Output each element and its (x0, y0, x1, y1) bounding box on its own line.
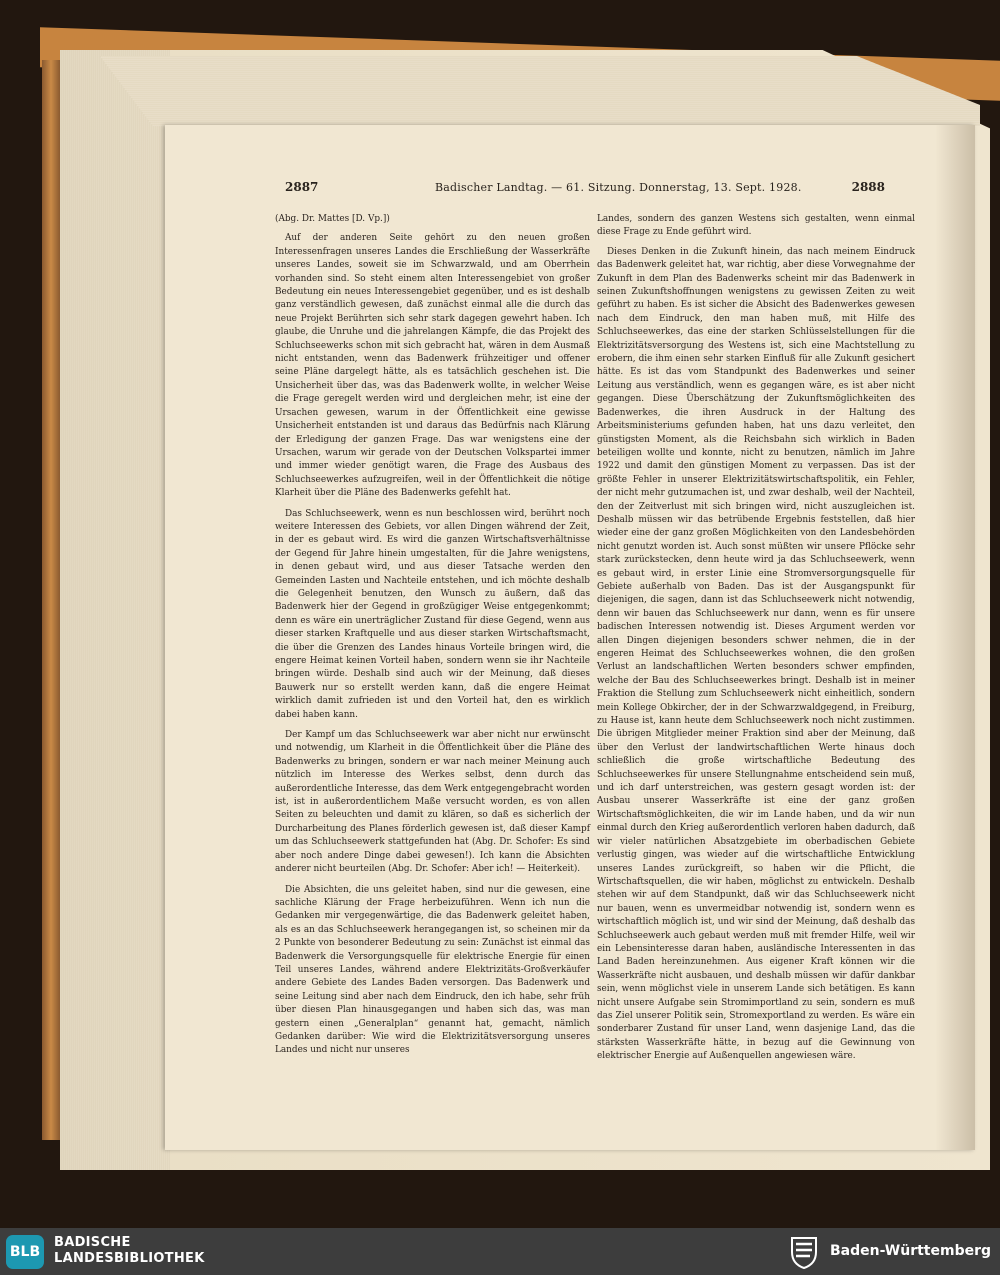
blb-logo[interactable]: BLB (6, 1235, 44, 1269)
right-page-number: 2888 (851, 180, 885, 194)
right-text-column (597, 213, 915, 1071)
running-head-title: Badischer Landtag. — 61. Sitzung. Donnerstag, 13. Sept. 1928. (435, 181, 802, 194)
page-edges-top (100, 56, 980, 126)
library-name-line2: LANDESBIBLIOTHEK (54, 1251, 205, 1266)
left-page-number: 2887 (285, 180, 319, 194)
running-head (165, 180, 975, 200)
page-curve-shadow (935, 125, 975, 1150)
lions-coat-of-arms-icon (788, 1234, 820, 1270)
paragraph: Der Kampf um das Schluchseewerk war aber nicht nur erwünscht und notwendig, um Klarheit in die Öffentlichkeit über die Pläne des Badenwerks zu bringen, sondern er war nach meiner Meinung auch nützlich im Interesse des Werkes selbst, denn durch das außerordentliche Interesse, das dem Werk entgegengebracht worden ist, ist in außerordentlichem Maße versucht worden, es von allen Seiten zu beleuchten und damit zu klären, so daß es sicherlich der Durcharbeitung des Planes förderlich gewesen ist, daß dieser Kampf um das Schluchseewerk stattgefunden hat (Abg. Dr. Schofer: Es sind aber noch andere Dinge dabei gewesen!). Ich kann die Absichten anderer nicht beurteilen (Abg. Dr. Schofer: Aber ich! — Heiterkeit). (275, 730, 590, 875)
paragraph: Landes, sondern des ganzen Westens sich gestalten, wenn einmal diese Frage zu Ende geführt wird. (597, 214, 915, 238)
document-page (165, 125, 975, 1150)
left-text-column (275, 213, 590, 1065)
paragraph: Auf der anderen Seite gehört zu den neuen großen Interessenfragen unseres Landes die Erschließung der Wasserkräfte unseres Landes, soweit sie im Schwarzwald, und am Oberrhein vorhanden sind. So steht einem alten Interessengebiet von großer Bedeutung ein neues Interessengebiet gegenüber, und es ist deshalb ganz verständlich gewesen, daß zunächst einmal alle die durch das neue Projekt Berührten sich sehr stark dagegen gewehrt haben. Ich glaube, die Unruhe und die jahrelangen Kämpfe, die das Projekt des Schluchseewerks schon mit sich gebracht hat, wären in dem Ausmaß nicht entstanden, wenn das Badenwerk frühzeitiger und offener seine Pläne dargelegt hätte, als es tatsächlich geschehen ist. Die Unsicherheit über das, was das Badenwerk wollte, in welcher Weise die Frage geregelt werden wird und dergleichen mehr, ist eine der Ursachen gewesen, warum in der Öffentlichkeit eine gewisse Unsicherheit entstanden ist und daraus das Bedürfnis nach Klärung der Erledigung der ganzen Frage. Das war wenigstens eine der Ursachen, warum wir gerade von der Deutschen Volkspartei immer und immer wieder genötigt waren, die Frage des Ausbaus des Schluchseewerkes aufzugreifen, weil in der Öffentlichkeit die nötige Klarheit über die Pläne des Badenwerks gefehlt hat. (275, 233, 590, 499)
speaker-line: (Abg. Dr. Mattes [D. Vp.]) (275, 214, 390, 224)
page-edges-left (60, 50, 170, 1170)
book-spine (42, 60, 60, 1140)
paragraph: Das Schluchseewerk, wenn es nun beschlossen wird, berührt noch weitere Interessen des Gebiets, vor allen Dingen während der Zeit, in der es gebaut wird. Es wird die ganzen Wirtschaftsverhältnisse der Gegend für Jahre hinein umgestalten, für die Jahre wenigstens, in denen gebaut wird, und aus dieser Tatsache werden den Gemeinden Lasten und Nachteile entstehen, und ich möchte deshalb die Gelegenheit benutzen, den Wunsch zu äußern, daß das Badenwerk hier der Gegend in großzügiger Weise entgegenkommt; denn es wäre ein unerträglicher Zustand für diese Gegend, wenn aus dieser starken Kraftquelle und aus dieser starken Wirtschaftsmacht, die über die Grenzen des Landes hinaus Vorteile bringen wird, die engere Heimat keinen Vorteil haben, sondern wenn sie ihr Nachteile bringen würde. Deshalb sind auch wir der Meinung, daß dieses Bauwerk nur so erstellt werden kann, daß die engere Heimat wirklich damit zufrieden ist und den Vorteil hat, den es wirklich dabei haben kann. (275, 508, 590, 720)
state-name[interactable]: Baden-Württemberg (830, 1243, 992, 1259)
library-name-line1: BADISCHE (54, 1235, 131, 1250)
paragraph: Dieses Denken in die Zukunft hinein, das nach meinem Eindruck das Badenwerk geleitet hat, war richtig, aber diese Vorwegnahme der Zukunft in dem Plan des Badenwerks scheint mir das Badenwerk in seinen Zukunftshoffnungen wenigstens zu gewissen Zeiten zu weit geführt zu haben. Es ist sicher die Absicht des Badenwerkes gewesen nach dem Eindruck, den man haben muß, mit Hilfe des Schluchseewerkes, das eine der starken Schlüsselstellungen für die Elektrizitätsversorgung des Westens ist, sich eine Machtstellung zu erobern, die ihm einen sehr starken Einfluß für alle Zukunft gesichert hätte. Es ist das vom Standpunkt des Badenwerkes und seiner Leitung aus verständlich, wenn es gegangen wäre, es ist aber nicht gegangen. Diese Überschätzung der Zukunftsmöglichkeiten des Badenwerkes, die ihren Ausdruck in der Haltung des Arbeitsministeriums gefunden haben, hat uns dazu verleitet, den günstigsten Moment, als die Reichsbahn sich wirklich in Baden beteiligen wollte und konnte, nicht zu benutzen, nämlich im Jahre 1922 und damit den günstigen Moment zu verpassen. Das ist der größte Fehler in unserer Elektrizitätswirtschaftspolitik, ein Fehler, der nicht mehr gutzumachen ist, und zwar deshalb, weil der Nachteil, den der Zeitverlust mit sich bringen wird, nicht auszugleichen ist. Deshalb müssen wir das betrübende Ergebnis feststellen, daß hier wieder eine der ganz großen Möglichkeiten von den Landesbehörden nicht genutzt worden ist. Auch sonst müßten wir unsere Pflöcke sehr stark zurückstecken, denn heute wird ja das Schluchseewerk, wenn es gebaut wird, in erster Linie eine Stromversorgungsquelle für Gebiete außerhalb von Baden. Das ist der Ausgangspunkt für diejenigen, die sagen, dann ist das Schluchseewerk nicht notwendig, denn wir bauen das Schluchseewerk nur dann, wenn es für unsere badischen Interessen notwendig ist. Dieses Argument werden vor allen Dingen diejenigen besonders schwer nehmen, die in der engeren Heimat des Schluchseewerkes wohnen, die den großen Verlust an landschaftlichen Werten besonders schwer empfinden, welche der Bau des Schluchseewerkes bringt. Deshalb ist in meiner Fraktion die Stellung zum Schluchseewerk nicht einheitlich, sondern mein Kollege Obkircher, der in der Schwarzwaldgegend, in Freiburg, zu Hause ist, kann heute dem Schluchseewerk noch nicht zustimmen. Die übrigen Mitglieder meiner Fraktion sind aber der Meinung, daß über den Verlust der landwirtschaftlichen Werte hinaus doch schließlich die große wirtschaftliche Bedeutung des Schluchseewerkes für unsere Stellungnahme entscheidend sein muß, und ich darf unterstreichen, was gestern gesagt worden ist: der Ausbau unserer Wasserkräfte ist eine der ganz großen Wirtschaftsmöglichkeiten, die wir im Lande haben, und da wir nun einmal durch den Krieg außerordentlich verloren haben dadurch, daß wir vieler natürlichen Absatzgebiete im oberbadischen Gebiete verlustig gingen, was wieder auf die wirtschaftliche Entwicklung unseres Landes zurückgreift, so haben wir die Pflicht, die Wirtschaftsquellen, die wir haben, möglichst zu entwickeln. Deshalb stehen wir auf dem Standpunkt, daß wir das Schluchseewerk nicht nur bauen, wenn es unvermeidbar notwendig ist, sondern wenn es wirtschaftlich möglich ist, und wir sind der Meinung, daß deshalb das Schluchseewerk auch gebaut werden muß mit fremder Hilfe, weil wir ein Lebensinteresse daran haben, ausländische Interessenten in das Land Baden hereinzunehmen. Aus eigener Kraft können wir die Wasserkräfte nicht ausbauen, und deshalb müssen wir dafür dankbar sein, wenn möglichst viele in unserem Lande sich betätigen. Es kann nicht unsere Aufgabe sein Stromimportland zu sein, sondern es muß das Ziel unserer Politik sein, Stromexportland zu werden. Es wäre ein sonderbarer Zustand für unser Land, wenn dasjenige Land, das die stärksten Wasserkräfte hätte, in bezug auf die Gewinnung von elektrischer Energie auf Außenquellen angewiesen wäre. (597, 246, 915, 1062)
paragraph: Die Absichten, die uns geleitet haben, sind nur die gewesen, eine sachliche Klärung der Frage herbeizuführen. Wenn ich nun die Gedanken mir vergegenwärtige, die das Badenwerk geleitet haben, als es an das Schluchseewerk herangegangen ist, so scheinen mir da 2 Punkte von besonderer Bedeutung zu sein: Zunächst ist einmal das Badenwerk die Versorgungsquelle für elektrische Energie für einen Teil unseres Landes, während andere Elektrizitäts-Großverkäufer andere Gebiete des Landes Baden versorgen. Das Badenwerk und seine Leitung sind aber nach dem Eindruck, den ich habe, sehr früh über diesen Plan hinausgegangen und haben sich das, was man gestern einen „Generalplan“ genannt hat, gemacht, nämlich Gedanken darüber: Wie wird die Elektrizitätsversorgung unseres Landes und nicht nur unseres (275, 884, 590, 1056)
library-name[interactable] (54, 1235, 205, 1267)
footer-bar (0, 1228, 1000, 1275)
